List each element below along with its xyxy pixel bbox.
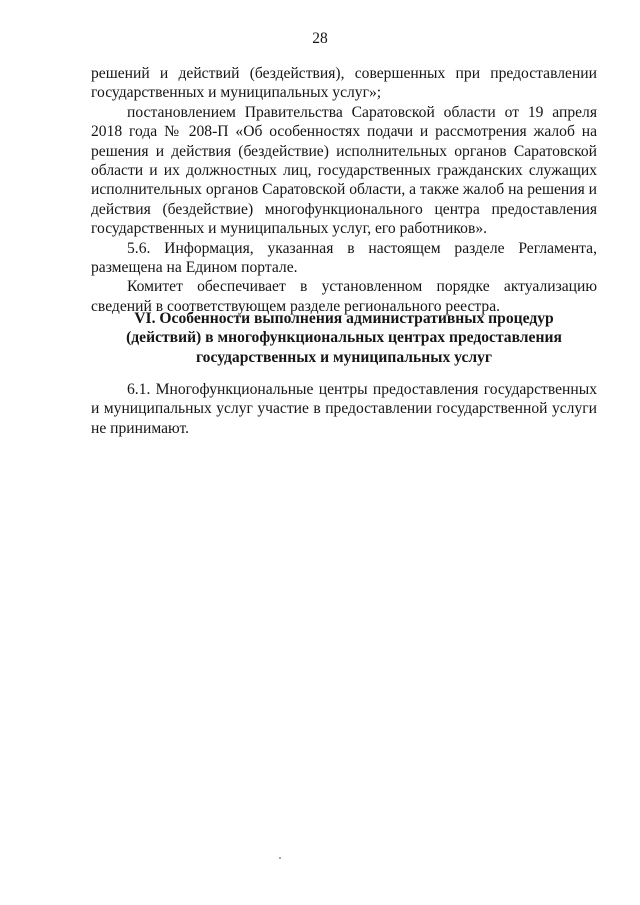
- paragraph-committee-actualization: Комитет обеспечивает в установленном порядке актуализацию сведений в соответствующем разделе регионального реестра.: [91, 278, 597, 315]
- section-heading-line: (действий) в многофункциональных центрах предоставления: [126, 329, 562, 347]
- paragraph-resolution-reference: постановлением Правительства Саратовской области от 19 апреля 2018 года № 208-П «Об особенностях подачи и рассмотрения жалоб на решения и действия (бездействие) исполнительных органов Саратовской области и их должностных лиц, государственных гражданских служащих исполнительных органов Саратовской области, а также жалоб на решения и действия (бездействие) многофункционального центра предоставления государственных и муниципальных услуг, его работников».: [91, 103, 597, 238]
- document-body-lower: [91, 380, 597, 438]
- page-number: 28: [312, 30, 328, 47]
- paragraph-5-6: 5.6. Информация, указанная в настоящем разделе Регламента, размещена на Едином портале.: [91, 239, 597, 277]
- section-heading-line: VI. Особенности выполнения административных процедур: [134, 310, 554, 327]
- paragraph-6-1: 6.1. Многофункциональные центры предоставления государственных и муниципальных услуг участие в предоставлении государственной услуги не принимают.: [91, 381, 597, 437]
- paragraph-continuation: решений и действий (бездействия), совершенных при предоставлении государственных и муниципальных услуг»;: [91, 65, 597, 102]
- document-body-upper: [91, 64, 597, 316]
- scan-speck: [279, 857, 281, 859]
- section-heading-vi: [91, 309, 597, 367]
- section-heading-line: государственных и муниципальных услуг: [195, 348, 492, 366]
